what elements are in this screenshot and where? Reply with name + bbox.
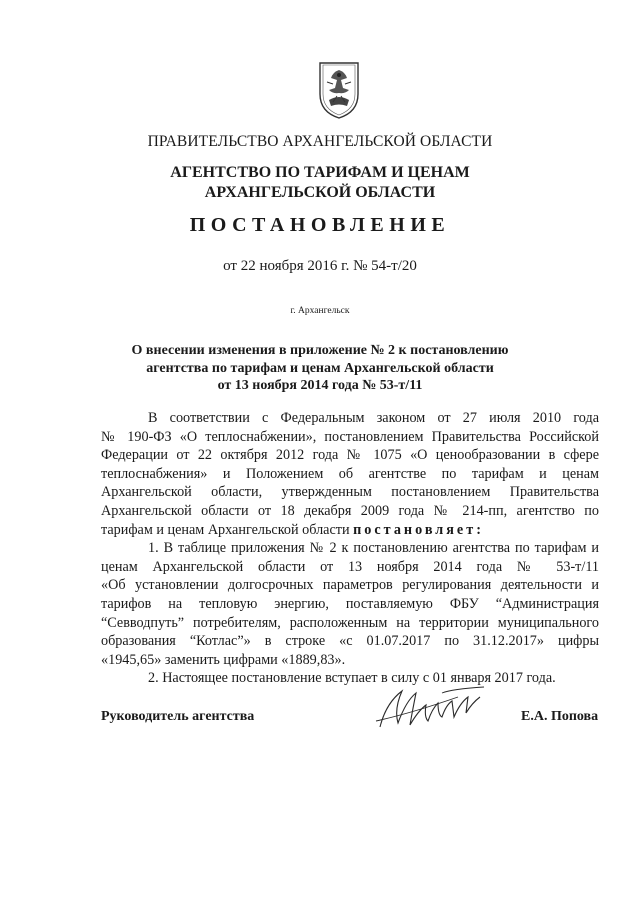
preamble-paragraph	[101, 409, 599, 539]
document-type: ПОСТАНОВЛЕНИЕ	[189, 214, 451, 236]
item-1-line: ценам Архангельской области от 13 ноября 2014 года № 53-т/11	[101, 558, 599, 575]
preamble-line: Архангельской области, утвержденным постановлением Правительства	[101, 484, 599, 501]
resolves-word: постановляет:	[353, 521, 484, 538]
document-subject	[0, 342, 640, 395]
item-2-line: 2. Настоящее постановление вступает в силу с 01 января 2017 года.	[148, 670, 556, 687]
document-date-number: от 22 ноября 2016 г. № 54-т/20	[223, 258, 417, 274]
subject-line: от 13 ноября 2014 года № 53-т/11	[217, 378, 423, 393]
agency-name-line: АРХАНГЕЛЬСКОЙ ОБЛАСТИ	[204, 184, 436, 201]
document-body	[101, 409, 599, 688]
preamble-line: № 190-ФЗ «О теплоснабжении», постановлением Правительства Российской	[101, 428, 599, 445]
item-1-line: «Об установлении долгосрочных параметров регулирования деятельности и	[101, 577, 599, 594]
item-1-line: 1. В таблице приложения № 2 к постановлению агентства по тарифам и	[148, 540, 599, 557]
government-name: ПРАВИТЕЛЬСТВО АРХАНГЕЛЬСКОЙ ОБЛАСТИ	[147, 133, 493, 150]
item-1-line: “Севводпуть” потребителям, расположенным на территории муниципального	[101, 614, 599, 631]
subject-line: О внесении изменения в приложение № 2 к постановлению	[131, 343, 509, 358]
item-1-line: образования “Котлас”» в строке «с 01.07.2017 по 31.12.2017» цифры	[101, 633, 599, 650]
preamble-line: В соответствии с Федеральным законом от 27 июля 2010 года	[148, 410, 599, 426]
subject-line: агентства по тарифам и ценам Архангельской области	[146, 360, 494, 376]
item-1-line: тарифов на тепловую энергию, поставляемую ФБУ “Администрация	[101, 595, 599, 612]
item-2-paragraph	[101, 669, 599, 688]
agency-name-line: АГЕНТСТВО ПО ТАРИФАМ И ЦЕНАМ	[170, 164, 470, 181]
agency-name	[0, 163, 640, 203]
preamble-line: Федерации от 22 октября 2012 года № 1075 «О ценообразовании в сфере	[101, 447, 599, 464]
signatory-position: Руководитель агентства	[101, 709, 255, 724]
coat-of-arms-icon	[317, 60, 361, 120]
item-1-line: «1945,65» заменить цифрами «1889,83».	[101, 651, 346, 668]
handwritten-signature	[372, 683, 494, 735]
preamble-line: тарифам и ценам Архангельской области	[101, 521, 350, 538]
preamble-line: Архангельской области от 18 декабря 2009 года № 214-пп, агентство по	[101, 502, 599, 519]
item-1-paragraph	[101, 539, 599, 669]
preamble-line: теплоснабжения» и Положением об агентстве по тарифам и ценам	[101, 465, 599, 482]
signatory-name: Е.А. Попова	[521, 709, 599, 724]
document-city: г. Архангельск	[290, 306, 350, 316]
preamble-last-line	[101, 521, 599, 540]
